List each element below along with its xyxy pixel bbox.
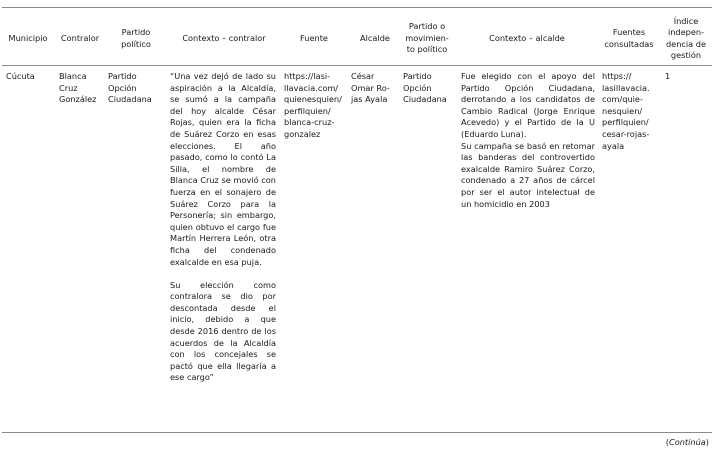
contexto-contralor-paragraph-2: Su elección como contralora se dio por descontada desde el inicio, debido a que desde 2016 dentro de los acuerdos de la Alcaldía con los concejales se pactó que ella llegaría a ese cargo” <box>170 279 276 383</box>
header-indice: Índice indepen- dencia de gestión <box>665 15 707 60</box>
header-contralor: Contralor <box>60 32 100 43</box>
cell-fuentes-consultadas: https:// lasillavacia. com/quie- nesquien/ perfilquien/ cesar-rojas- ayala <box>602 71 650 151</box>
cell-partido-politico: Partido Opción Ciudadana <box>108 71 152 105</box>
table-bottom-rule <box>2 432 712 433</box>
header-partido-politico: Partido político <box>121 27 151 49</box>
header-alcalde: Alcalde <box>360 32 390 43</box>
contexto-alcalde-paragraph-1: Fue elegido con el apoyo del Partido Opción Ciudadana, derrotando a los candidatos de Cambio Radical (Jorge Enrique Acevedo) y el Partido de la U (Eduardo Luna). <box>461 71 595 139</box>
continua-open-paren: ( <box>665 437 669 447</box>
header-fuente: Fuente <box>300 32 328 43</box>
cell-contexto-alcalde <box>461 71 595 210</box>
cell-municipio: Cúcuta <box>6 71 35 81</box>
cell-alcalde: César Omar Ro- jas Ayala <box>351 71 390 105</box>
header-fuentes-consultadas: Fuentes consultadas <box>604 27 654 49</box>
table-header-rule <box>2 65 712 66</box>
contexto-contralor-paragraph-1: “Una vez dejó de lado su aspiración a la Alcaldía, se sumó a la campaña del hoy alcalde César Rojas, quien era la ficha de Suárez Corzo en esas elecciones. El año pasado, como lo contó La Silla, el nombre de Blanca Cruz se movió con fuerza en el sonajero de Suárez Corzo para la Personería; sin embargo, quien obtuvo el cargo fue Martín Herrera León, otra ficha del condenado exalcalde en esa puja. <box>170 71 276 267</box>
continua-label: Continúa <box>669 437 706 447</box>
cell-partido-movimiento: Partido Opción Ciudadana <box>403 71 447 105</box>
cell-contexto-contralor <box>170 71 276 384</box>
table-top-rule <box>2 7 712 8</box>
header-contexto-alcalde: Contexto – alcalde <box>489 32 565 43</box>
header-municipio: Municipio <box>8 32 48 43</box>
header-contexto-contralor: Contexto – contralor <box>182 32 266 43</box>
header-partido-movimiento: Partido o movimien- to político <box>405 21 449 55</box>
cell-contralor: Blanca Cruz González <box>59 71 97 105</box>
continua-close-paren: ) <box>705 437 709 447</box>
cell-fuente: https://lasi- llavacia.com/ quienesquien/ perfilquien/ blanca-cruz- gonzalez <box>284 71 342 139</box>
contexto-alcalde-paragraph-2: Su campaña se basó en retomar las banderas del controvertido exalcalde Ramiro Suárez Corzo, condenado a 27 años de cárcel por ser el autor intelectual de un homicidio en 2003 <box>461 140 595 209</box>
continua-note <box>666 437 709 447</box>
cell-indice: 1 <box>665 71 671 81</box>
